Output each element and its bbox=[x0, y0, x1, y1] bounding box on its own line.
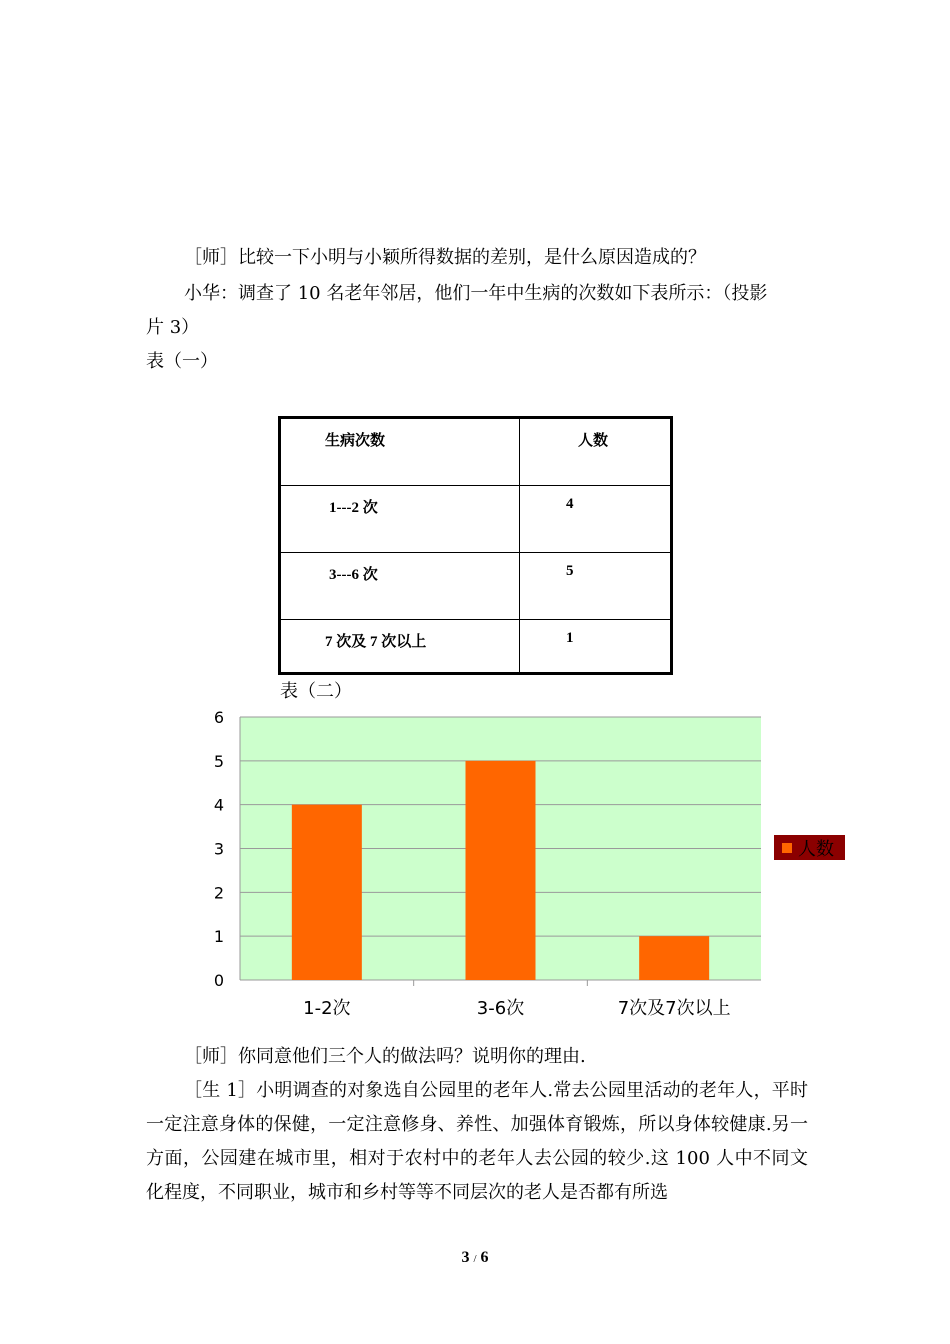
table-row bbox=[280, 553, 672, 620]
table1-caption: 表（一） bbox=[146, 351, 218, 372]
y-tick-label: 4 bbox=[213, 795, 224, 815]
xiaohua-line-2: 片 3） bbox=[146, 317, 200, 338]
x-tick-label: 1-2次 bbox=[303, 998, 351, 1019]
y-tick-label: 1 bbox=[213, 927, 224, 947]
table2-caption: 表（二） bbox=[280, 681, 352, 702]
x-tick-label: 3-6次 bbox=[476, 998, 525, 1019]
y-tick-label: 2 bbox=[213, 883, 224, 903]
legend-label: 人数 bbox=[798, 839, 834, 860]
table-row bbox=[280, 486, 672, 553]
table-cell: 7 次及 7 次以上 bbox=[280, 620, 520, 674]
y-tick-label: 3 bbox=[213, 839, 224, 859]
table-cell: 4 bbox=[520, 486, 672, 553]
table-cell: 5 bbox=[520, 553, 672, 620]
teacher-question-2: ［师］你同意他们三个人的做法吗？说明你的理由. bbox=[184, 1046, 586, 1067]
teacher-question-1: ［师］比较一下小明与小颖所得数据的差别，是什么原因造成的？ bbox=[184, 247, 706, 268]
table-header-cell: 生病次数 bbox=[280, 418, 520, 486]
sickness-table bbox=[278, 416, 673, 675]
page-number: 3 bbox=[461, 1249, 470, 1266]
table-row bbox=[280, 620, 672, 674]
page-total: 6 bbox=[480, 1249, 489, 1266]
student-1-answer: ［生 1］小明调查的对象选自公园里的老年人.常去公园里活动的老年人，平时一定注意身体的保健，一定注意修身、养性、加强体育锻炼，所以身体较健康.另一方面，公园建在城市里，相对于农村中的老年人去公园的较少.这 100 人中不同文化程度，不同职业，城市和乡村等等不同层次的老人是否都有所选 bbox=[146, 1080, 808, 1203]
y-tick-label: 6 bbox=[213, 708, 224, 727]
legend-swatch bbox=[782, 843, 792, 853]
table-header-cell: 人数 bbox=[520, 418, 672, 486]
bar bbox=[466, 761, 536, 980]
table-header-row bbox=[280, 418, 672, 486]
bar-chart bbox=[200, 704, 860, 1024]
table-cell: 1---2 次 bbox=[280, 486, 520, 553]
bar bbox=[639, 936, 709, 980]
y-tick-label: 5 bbox=[213, 751, 224, 771]
table-cell: 3---6 次 bbox=[280, 553, 520, 620]
page-separator: / bbox=[473, 1253, 477, 1265]
bar bbox=[292, 805, 362, 980]
y-tick-label: 0 bbox=[213, 971, 224, 990]
table-cell: 1 bbox=[520, 620, 672, 674]
xiaohua-line-1: 小华：调查了 10 名老年邻居，他们一年中生病的次数如下表所示：（投影 bbox=[184, 283, 768, 304]
page-footer bbox=[0, 1249, 950, 1267]
x-tick-label: 7次及7次以上 bbox=[617, 998, 731, 1019]
